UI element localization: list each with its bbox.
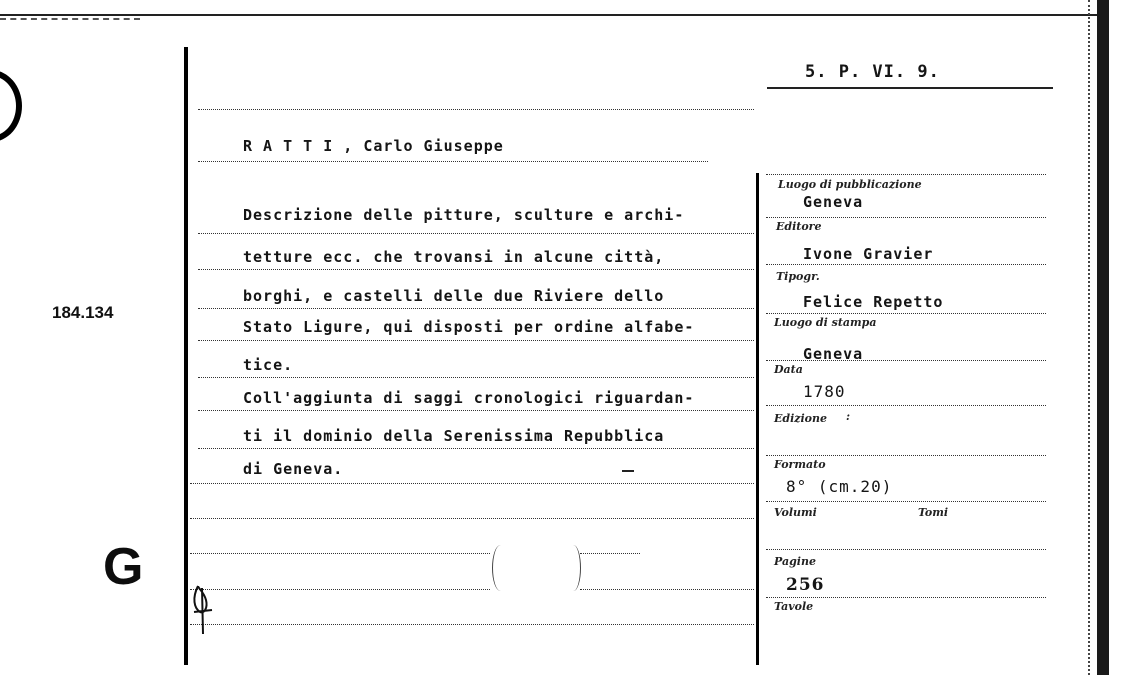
field-separator bbox=[766, 597, 1046, 598]
title-line: Coll'aggiunta di saggi cronologici riguardan- bbox=[243, 389, 695, 407]
bracket-mark bbox=[492, 545, 509, 591]
card-right-edge bbox=[1097, 0, 1109, 675]
ruling-line bbox=[190, 553, 490, 554]
ruling-line bbox=[580, 589, 754, 590]
shelfmark: 5. P. VI. 9. bbox=[805, 62, 940, 82]
ruling-line bbox=[580, 553, 640, 554]
ruling-line bbox=[198, 161, 708, 162]
ruling-line bbox=[190, 624, 754, 625]
dash-mark bbox=[622, 470, 634, 472]
field-separator bbox=[766, 217, 1046, 218]
card-top-border bbox=[0, 14, 1100, 16]
field-value-edizione: : bbox=[846, 410, 851, 423]
shelfmark-underline bbox=[767, 87, 1053, 89]
field-separator bbox=[766, 549, 1046, 550]
ruling-line bbox=[190, 589, 490, 590]
ruling-line bbox=[198, 109, 754, 110]
field-value-editore: Ivone Gravier bbox=[803, 245, 934, 263]
field-label-data: Data bbox=[774, 363, 803, 376]
ruling-line bbox=[198, 448, 754, 449]
field-separator bbox=[766, 174, 1046, 175]
field-separator bbox=[766, 264, 1046, 265]
field-label-volumi: Volumi bbox=[774, 506, 817, 519]
field-value-formato: 8° (cm.20) bbox=[786, 477, 893, 496]
field-separator bbox=[766, 313, 1046, 314]
field-label-tavole: Tavole bbox=[774, 600, 814, 613]
field-value-pagine: 256 bbox=[786, 575, 825, 595]
field-separator bbox=[766, 455, 1046, 456]
ruling-line bbox=[198, 233, 754, 234]
field-label-edizione: Edizione bbox=[774, 412, 828, 425]
field-separator bbox=[766, 360, 1046, 361]
card-right-edge-dots bbox=[1088, 0, 1090, 675]
title-line: ti il dominio della Serenissima Repubblica bbox=[243, 427, 665, 445]
ruling-line bbox=[198, 308, 754, 309]
ruling-line bbox=[198, 377, 754, 378]
field-label-luogo-stampa: Luogo di stampa bbox=[774, 316, 877, 329]
bracket-mark bbox=[566, 545, 581, 591]
field-label-tipografo: Tipogr. bbox=[776, 270, 820, 283]
card-left-rule bbox=[184, 47, 188, 665]
field-label-luogo-pubblicazione: Luogo di pubblicazione bbox=[778, 178, 922, 191]
title-line: tice. bbox=[243, 356, 294, 374]
field-value-luogo-stampa: Geneva bbox=[803, 345, 864, 363]
ruling-line bbox=[198, 410, 754, 411]
field-value-data: 1780 bbox=[803, 382, 846, 401]
field-separator bbox=[766, 405, 1046, 406]
card-top-dashes bbox=[0, 18, 140, 20]
field-label-formato: Formato bbox=[774, 458, 826, 471]
handwritten-mark bbox=[190, 578, 220, 638]
ruling-line bbox=[190, 483, 754, 484]
title-line: tetture ecc. che trovansi in alcune città, bbox=[243, 248, 665, 266]
field-label-tomi: Tomi bbox=[918, 506, 949, 519]
field-separator bbox=[766, 501, 1046, 502]
ruling-line bbox=[190, 518, 754, 519]
ruling-line bbox=[198, 269, 754, 270]
title-line: di Geneva. bbox=[243, 460, 344, 478]
field-value-luogo-pubblicazione: Geneva bbox=[803, 193, 864, 211]
title-line: borghi, e castelli delle due Riviere dello bbox=[243, 287, 665, 305]
field-label-editore: Editore bbox=[776, 220, 822, 233]
field-value-tipografo: Felice Repetto bbox=[803, 293, 944, 311]
inventory-number: 184.134 bbox=[52, 303, 114, 322]
title-line: Stato Ligure, qui disposti per ordine alfabe- bbox=[243, 318, 695, 336]
punch-hole-arc bbox=[0, 70, 22, 142]
author-heading: R A T T I , Carlo Giuseppe bbox=[243, 137, 504, 155]
fields-column-rule bbox=[756, 173, 759, 665]
field-label-pagine: Pagine bbox=[774, 555, 816, 568]
section-letter: G bbox=[103, 538, 144, 596]
title-line: Descrizione delle pitture, sculture e archi- bbox=[243, 206, 685, 224]
ruling-line bbox=[198, 340, 754, 341]
